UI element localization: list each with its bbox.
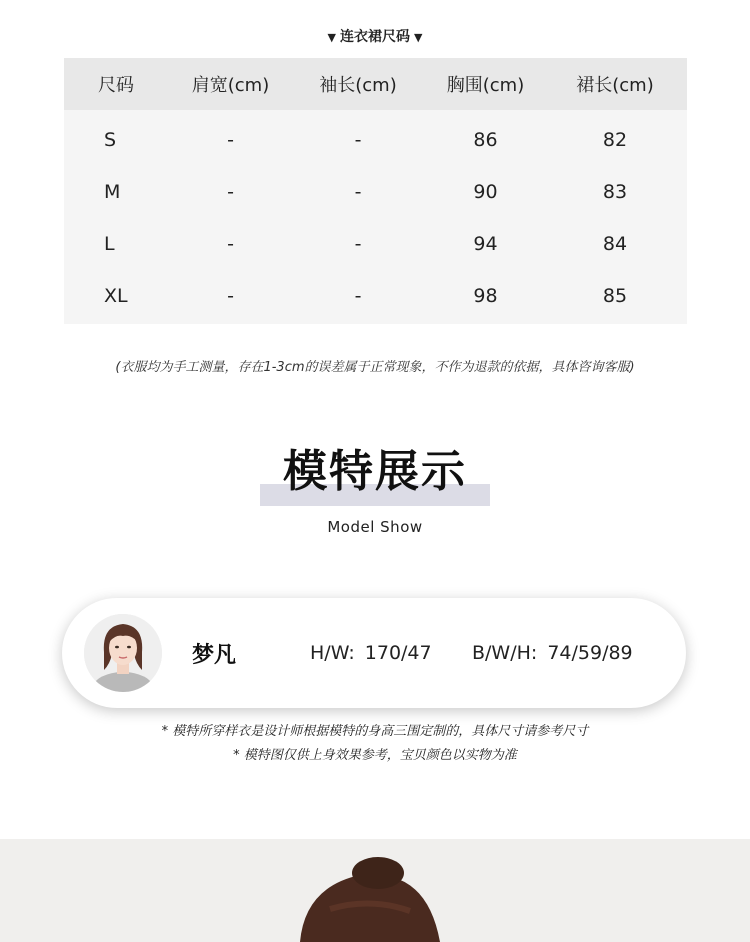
model-measurements <box>472 642 633 664</box>
bwh-label: B/W/H: <box>472 642 538 664</box>
measurement-note: (衣服均为手工测量，存在1-3cm的误差属于正常现象，不作为退款的依据，具体咨询客服) <box>115 360 635 375</box>
header-sleeve: 袖长(cm) <box>319 75 397 96</box>
model-photo <box>0 839 750 942</box>
cell-size: XL <box>104 285 128 307</box>
header-length: 裙长(cm) <box>576 75 654 96</box>
cell-size: M <box>104 181 121 203</box>
table-row <box>64 218 687 270</box>
model-show-subtitle: Model Show <box>327 518 423 536</box>
triangle-down-icon: ▼ <box>327 31 336 44</box>
model-show-heading <box>0 444 750 536</box>
cell-shoulder: - <box>227 181 234 203</box>
bwh-value: 74/59/89 <box>547 642 633 664</box>
size-chart-title-text: 连衣裙尺码 <box>340 29 410 45</box>
header-bust: 胸围(cm) <box>446 75 525 96</box>
cell-bust: 98 <box>473 285 498 307</box>
hw-label: H/W: <box>310 642 355 664</box>
cell-length: 82 <box>602 129 628 151</box>
cell-sleeve: - <box>354 181 362 203</box>
cell-shoulder: - <box>227 233 234 255</box>
header-shoulder: 肩宽(cm) <box>191 75 270 96</box>
cell-bust: 94 <box>473 233 498 255</box>
cell-length: 85 <box>602 285 628 307</box>
size-chart-title <box>0 26 750 46</box>
cell-size: S <box>104 129 117 151</box>
triangle-down-icon: ▼ <box>414 31 423 44</box>
table-row <box>64 166 687 218</box>
model-photo-image <box>0 839 750 942</box>
model-portrait-icon <box>84 614 162 692</box>
model-show-title: 模特展示 <box>283 446 467 497</box>
cell-size: L <box>104 233 115 255</box>
cell-length: 84 <box>602 233 628 255</box>
cell-shoulder: - <box>227 129 234 151</box>
size-table <box>64 58 687 324</box>
table-row <box>64 270 687 322</box>
cell-sleeve: - <box>354 285 362 307</box>
model-disclaimer-2: * 模特图仅供上身效果参考，宝贝颜色以实物为准 <box>233 748 517 763</box>
model-info-card <box>62 598 686 708</box>
model-height-weight <box>310 642 432 664</box>
cell-sleeve: - <box>354 129 362 151</box>
table-header <box>64 58 687 110</box>
header-size: 尺码 <box>98 75 134 96</box>
model-disclaimer-1: * 模特所穿样衣是设计师根据模特的身高三围定制的，具体尺寸请参考尺寸 <box>161 724 589 739</box>
table-row <box>64 114 687 166</box>
cell-bust: 90 <box>473 181 498 203</box>
model-name: 梦凡 <box>192 643 237 668</box>
cell-bust: 86 <box>473 129 498 151</box>
hw-value: 170/47 <box>364 642 432 664</box>
avatar <box>84 614 162 692</box>
cell-sleeve: - <box>354 233 362 255</box>
cell-shoulder: - <box>227 285 234 307</box>
cell-length: 83 <box>602 181 628 203</box>
